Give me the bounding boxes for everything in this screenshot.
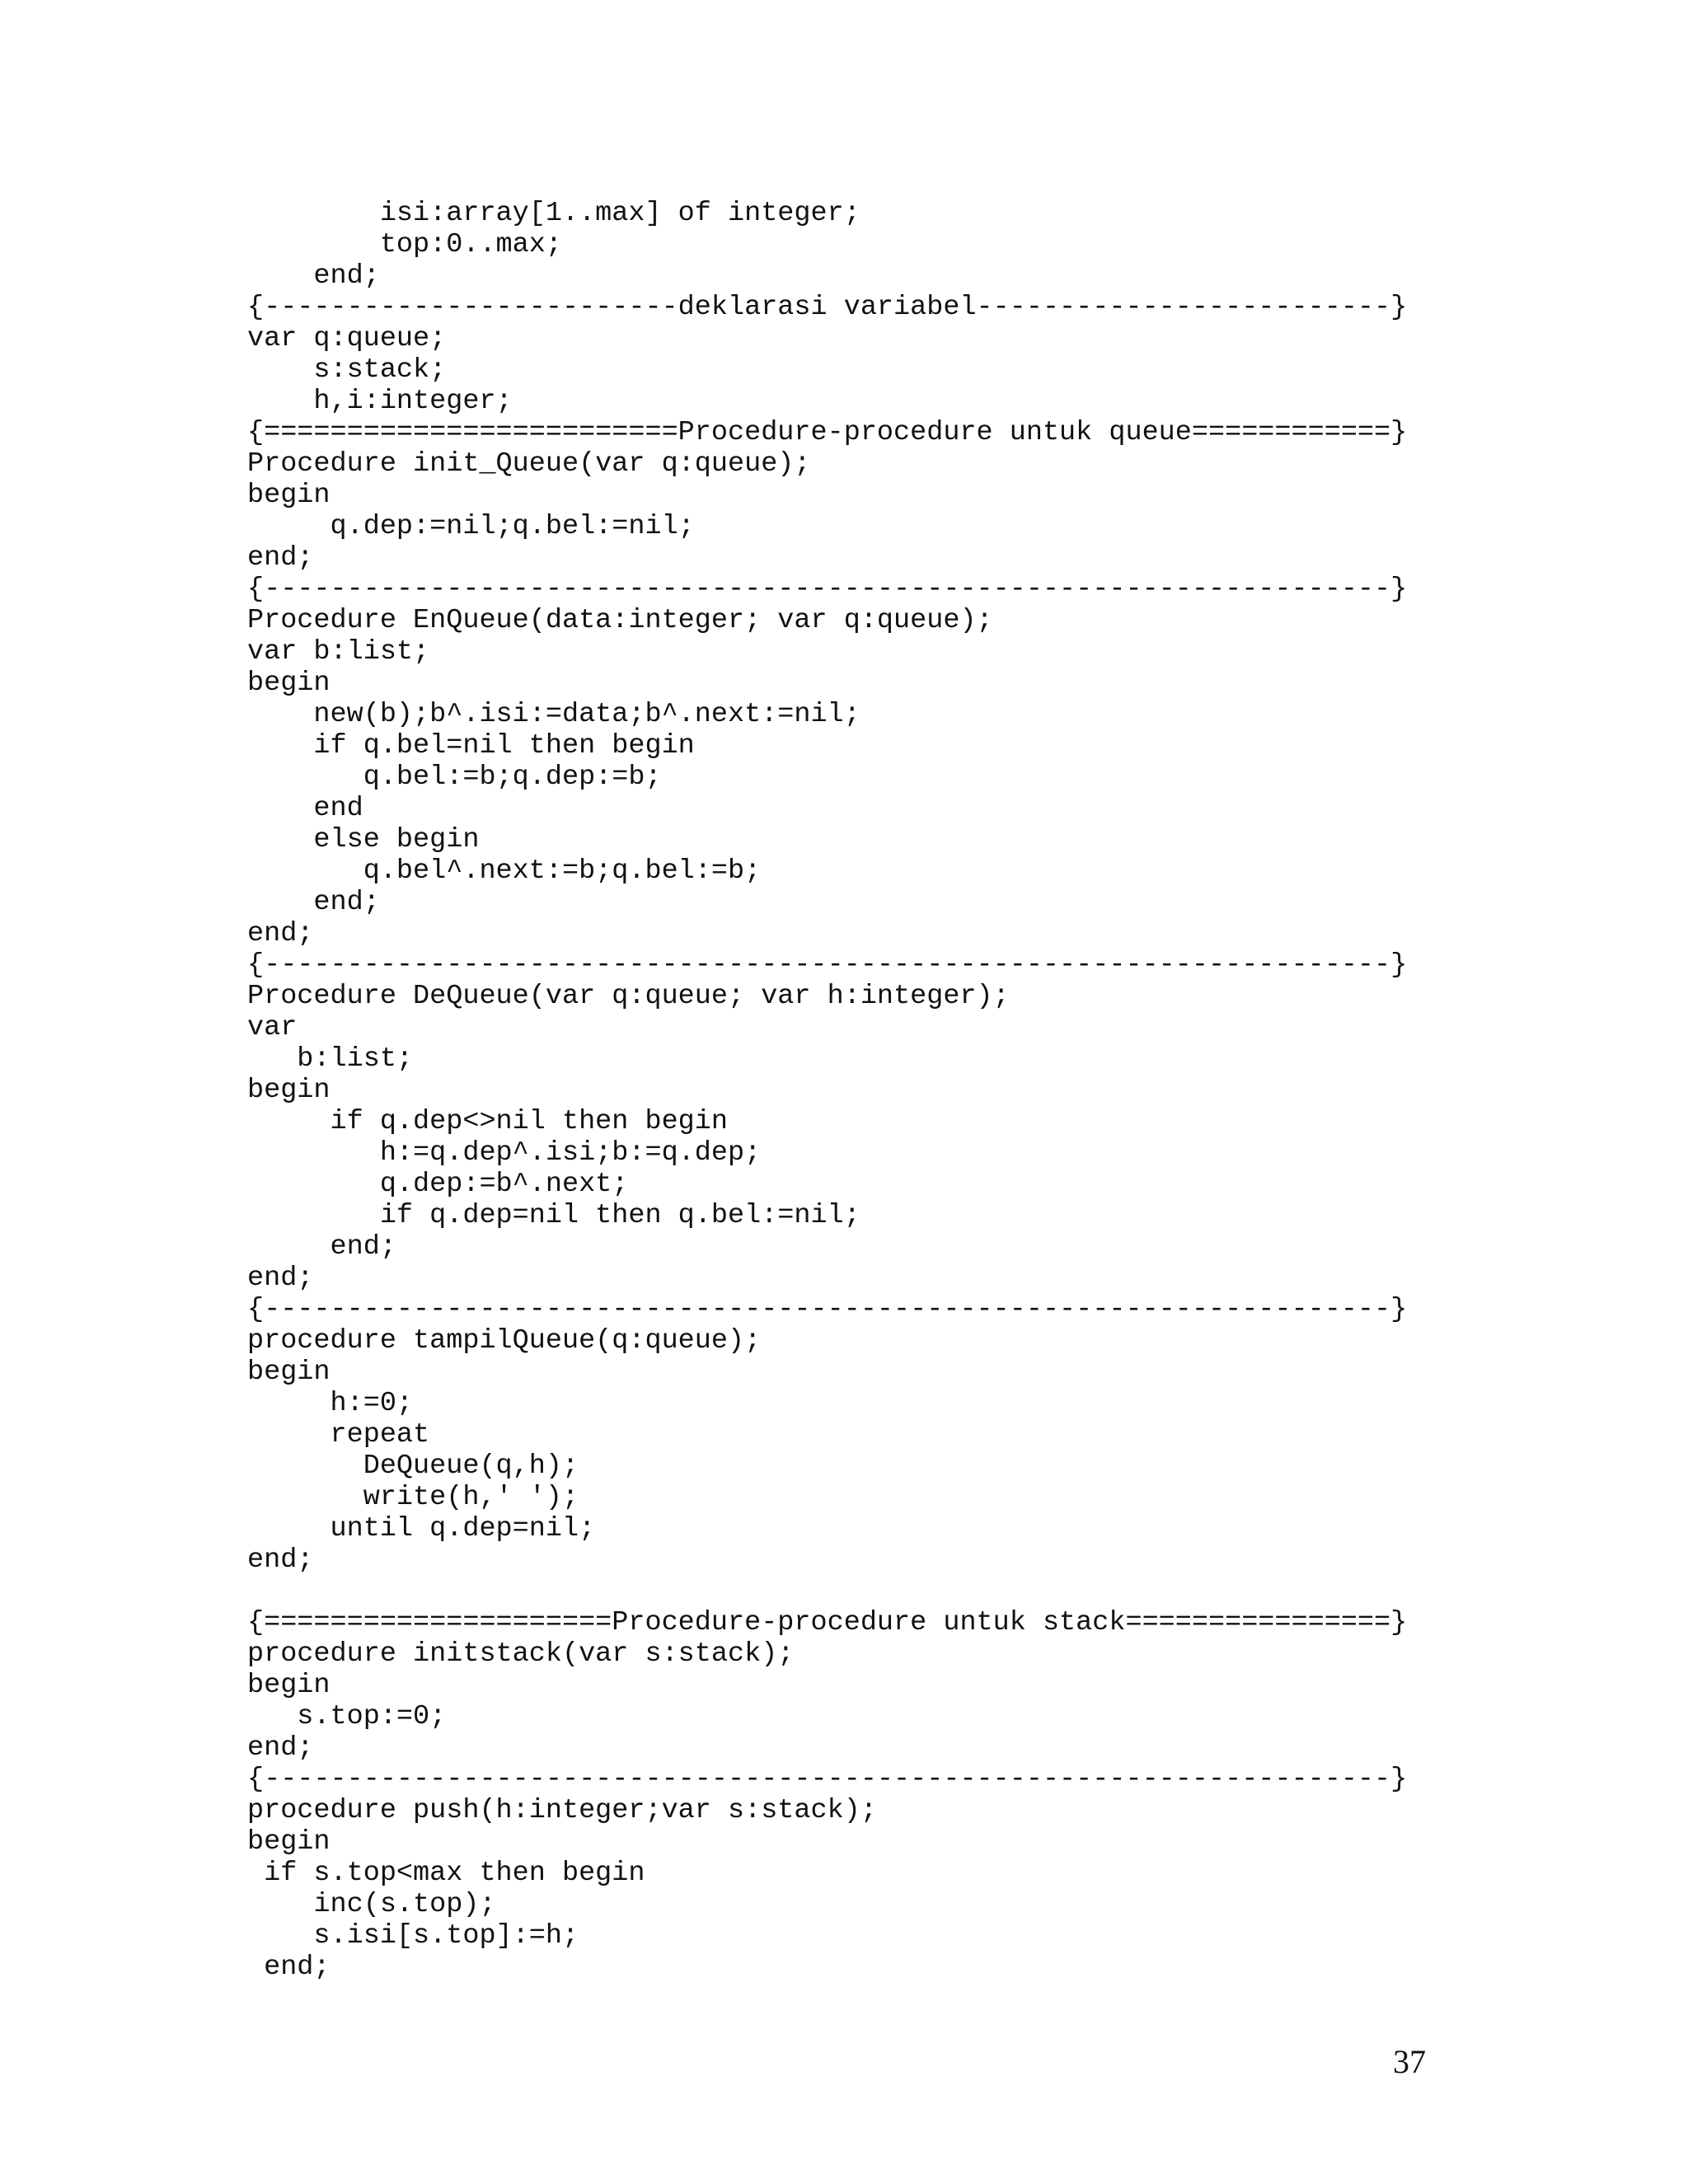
- code-line: procedure tampilQueue(q:queue);: [247, 1325, 762, 1357]
- code-line: Procedure DeQueue(var q:queue; var h:integer);: [247, 981, 1010, 1012]
- code-line: end;: [247, 1544, 314, 1576]
- code-line: b:list;: [247, 1043, 414, 1075]
- code-line: q.bel:=b;q.dep:=b;: [247, 762, 662, 793]
- code-line: q.bel^.next:=b;q.bel:=b;: [247, 855, 762, 887]
- code-line: {-------------------------deklarasi variabel-------------------------}: [247, 292, 1408, 323]
- code-line: begin: [247, 1075, 331, 1106]
- code-line: h:=q.dep^.isi;b:=q.dep;: [247, 1137, 762, 1169]
- code-line: {--------------------------------------------------------------------}: [247, 574, 1408, 605]
- code-line: end;: [247, 1231, 396, 1263]
- code-line: end: [247, 793, 363, 824]
- code-line: var b:list;: [247, 636, 430, 668]
- code-line: {--------------------------------------------------------------------}: [247, 949, 1408, 981]
- code-line: s:stack;: [247, 354, 447, 386]
- code-line: else begin: [247, 824, 480, 855]
- code-line: procedure push(h:integer;var s:stack);: [247, 1795, 877, 1826]
- code-line: h,i:integer;: [247, 386, 513, 417]
- code-line: write(h,' ');: [247, 1482, 579, 1513]
- code-line: var q:queue;: [247, 323, 447, 354]
- code-line: begin: [247, 1357, 331, 1388]
- code-line: {=====================Procedure-procedure untuk stack================}: [247, 1607, 1408, 1638]
- code-line: {--------------------------------------------------------------------}: [247, 1294, 1408, 1325]
- code-line: procedure initstack(var s:stack);: [247, 1638, 795, 1670]
- code-listing: [247, 198, 1665, 1983]
- code-line: end;: [247, 1952, 331, 1983]
- code-line: begin: [247, 480, 331, 511]
- code-line: end;: [247, 542, 314, 574]
- code-line: Procedure EnQueue(data:integer; var q:queue);: [247, 605, 993, 636]
- code-line: s.isi[s.top]:=h;: [247, 1920, 579, 1952]
- page-number: 37: [1393, 2043, 1426, 2080]
- code-line: end;: [247, 887, 380, 918]
- code-line: until q.dep=nil;: [247, 1513, 596, 1544]
- code-line: end;: [247, 1263, 314, 1294]
- code-line: if q.dep=nil then q.bel:=nil;: [247, 1200, 860, 1231]
- code-line: repeat: [247, 1419, 430, 1451]
- code-line: new(b);b^.isi:=data;b^.next:=nil;: [247, 699, 860, 730]
- code-line: q.dep:=nil;q.bel:=nil;: [247, 511, 695, 542]
- code-line: end;: [247, 1732, 314, 1764]
- code-line: {--------------------------------------------------------------------}: [247, 1764, 1408, 1795]
- code-line: end;: [247, 918, 314, 949]
- code-line: if q.bel=nil then begin: [247, 730, 695, 762]
- code-line: var: [247, 1012, 298, 1043]
- code-line: begin: [247, 1826, 331, 1858]
- code-line: q.dep:=b^.next;: [247, 1169, 629, 1200]
- code-line: h:=0;: [247, 1388, 414, 1419]
- code-line: begin: [247, 668, 331, 699]
- code-line: end;: [247, 260, 380, 292]
- code-line: s.top:=0;: [247, 1701, 447, 1732]
- code-line: inc(s.top);: [247, 1889, 496, 1920]
- code-line: if s.top<max then begin: [247, 1858, 645, 1889]
- code-line: DeQueue(q,h);: [247, 1451, 579, 1482]
- code-line: Procedure init_Queue(var q:queue);: [247, 448, 811, 480]
- code-line: isi:array[1..max] of integer;: [247, 198, 860, 229]
- code-line: if q.dep<>nil then begin: [247, 1106, 728, 1137]
- code-line: top:0..max;: [247, 229, 562, 260]
- code-line: begin: [247, 1670, 331, 1701]
- code-line: [247, 1576, 1665, 1607]
- code-line: {=========================Procedure-procedure untuk queue============}: [247, 417, 1408, 448]
